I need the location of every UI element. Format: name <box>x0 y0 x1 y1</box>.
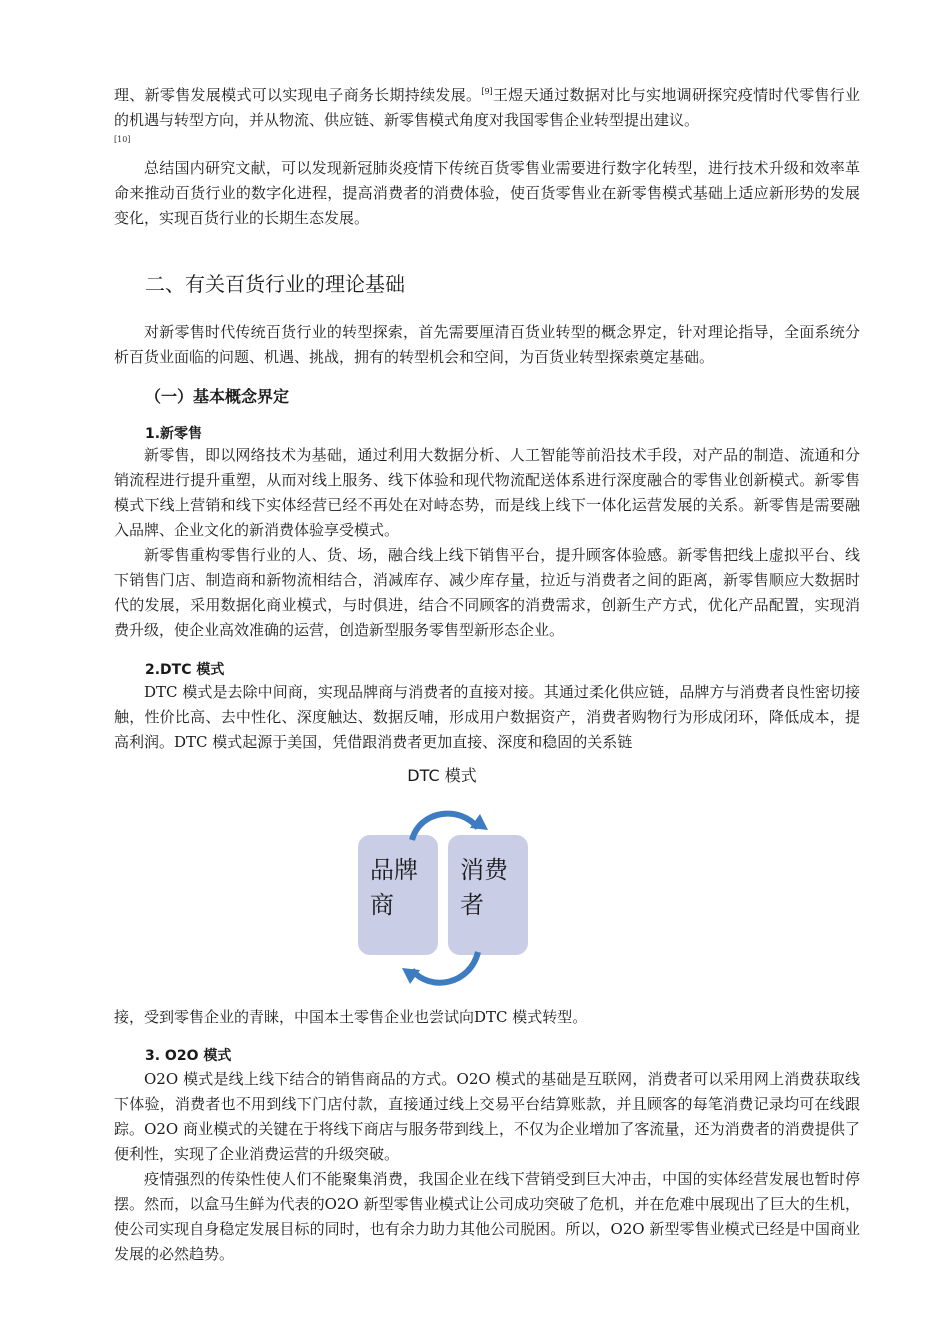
o2o-paragraph-1: O2O 模式是线上线下结合的销售商品的方式。O2O 模式的基础是互联网，消费者可以采用网上消费获取线下体验，消费者也不用到线下门店付款，直接通过线上交易平台结算账款，并且顾客的每笔消费记录均可在线跟踪。O2O 商业模式的关键在于将线下商店与服务带到线上，不仅为企业增加了客流量，还为消费者的消费提供了便利性，实现了企业消费运营的升级突破。 <box>114 1070 860 1163</box>
dtc-paragraph-continued: 接，受到零售企业的青睐，中国本土零售企业也尝试向DTC 模式转型。 <box>114 1008 588 1026</box>
intro-paragraph <box>114 83 860 133</box>
citation-10[interactable]: [10] <box>114 135 131 144</box>
new-retail-paragraph-2: 新零售重构零售行业的人、货、场，融合线上线下销售平台，提升顾客体验感。新零售把线上虚拟平台、线下销售门店、制造商和新物流相结合，消减库存、减少库存量，拉近与消费者之间的距离，新零售顺应大数据时代的发展，采用数据化商业模式，与时俱进，结合不同顾客的消费需求，创新生产方式，优化产品配置，实现消费升级，使企业高效准确的运营，创造新型服务零售型新形态企业。 <box>114 546 860 639</box>
dtc-cycle-diagram <box>350 800 540 1000</box>
intro-text-b: 王煜天通过数据对比与实地调研探究疫情时代零售行业的机遇与转型方向，并从物流、供应链、新零售模式角度对我国零售企业转型提出建议。 <box>114 86 860 129</box>
intro-text-a: 理、新零售发展模式可以实现电子商务长期持续发展。 <box>114 86 482 104</box>
o2o-paragraph-2: 疫情强烈的传染性使人们不能聚集消费，我国企业在线下营销受到巨大冲击，中国的实体经营发展也暂时停摆。然而，以盒马生鲜为代表的O2O 新型零售业模式让公司成功突破了危机，并在危难中展现出了巨大的生机，使公司实现自身稳定发展目标的同时，也有余力助力其他公司脱困。所以，O2O 新型零售业模式已经是中国商业发展的必然趋势。 <box>114 1170 860 1263</box>
subsection-heading: （一）基本概念界定 <box>145 387 290 406</box>
item-heading-new-retail: 1.新零售 <box>145 426 203 442</box>
item-heading-dtc: 2.DTC 模式 <box>145 662 225 678</box>
section-heading: 二、有关百货行业的理论基础 <box>145 272 405 296</box>
consumer-label-line1: 消费 <box>460 856 508 884</box>
citation-9[interactable]: [9] <box>481 87 493 96</box>
consumer-label-line2: 者 <box>460 891 484 919</box>
bottom-arrow <box>412 952 478 983</box>
new-retail-paragraph-1: 新零售，即以网络技术为基础，通过利用大数据分析、人工智能等前沿技术手段，对产品的制造、流通和分销流程进行提升重塑，从而对线上服务、线下体验和现代物流配送体系进行深度融合的零售业创新模式。新零售模式下线上营销和线下实体经营已经不再处在对峙态势，而是线上线下一体化运营发展的关系。新零售是需要融入品牌、企业文化的新消费体验享受模式。 <box>114 446 860 539</box>
diagram-title: DTC 模式 <box>407 766 477 785</box>
summary-paragraph: 总结国内研究文献，可以发现新冠肺炎疫情下传统百货零售业需要进行数字化转型，进行技术升级和效率革命来推动百货行业的数字化进程，提高消费者的消费体验，使百货零售业在新零售模式基础上适应新形势的发展变化，实现百货行业的长期生态发展。 <box>114 159 860 227</box>
item-heading-o2o: 3. O2O 模式 <box>145 1048 232 1064</box>
brand-label-line2: 商 <box>370 891 394 919</box>
brand-label-line1: 品牌 <box>370 856 418 884</box>
dtc-paragraph: DTC 模式是去除中间商，实现品牌商与消费者的直接对接。其通过柔化供应链，品牌方与消费者良性密切接触，性价比高、去中性化、深度触达、数据反哺，形成用户数据资产，消费者购物行为形成闭环，降低成本，提高利润。DTC 模式起源于美国，凭借跟消费者更加直接、深度和稳固的关系链 <box>114 683 860 751</box>
section-intro-paragraph: 对新零售时代传统百货行业的转型探索，首先需要厘清百货业转型的概念界定，针对理论指导，全面系统分析百货业面临的问题、机遇、挑战，拥有的转型机会和空间，为百货业转型探索奠定基础。 <box>114 323 860 366</box>
